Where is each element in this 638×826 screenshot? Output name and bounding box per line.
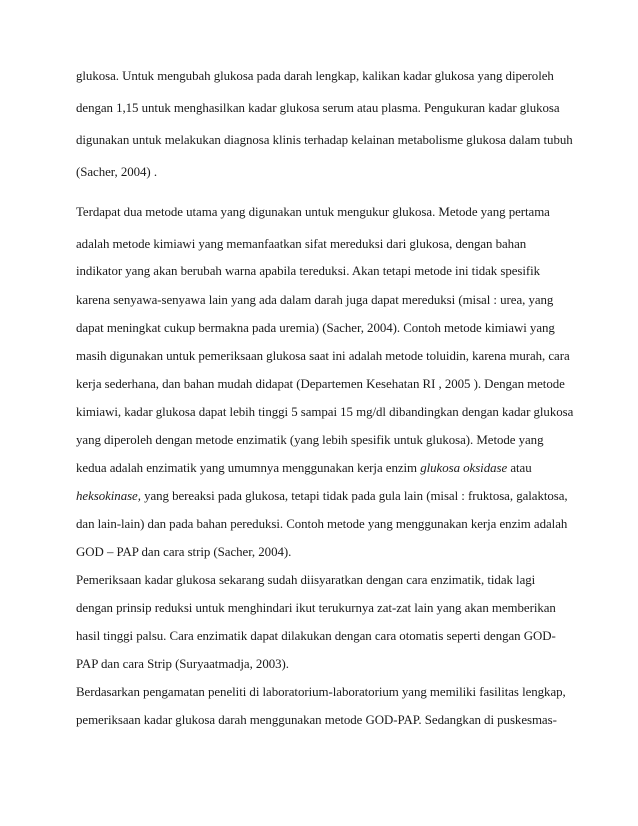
text-line: dengan prinsip reduksi untuk menghindari ikut terukurnya zat-zat lain yang akan memberikan — [76, 601, 556, 615]
text-line: dapat meningkat cukup bermakna pada uremia) (Sacher, 2004). Contoh metode kimiawi yang — [76, 321, 555, 335]
italic-term: glukosa oksidase — [420, 461, 508, 475]
text-line: dengan 1,15 untuk menghasilkan kadar glukosa serum atau plasma. Pengukuran kadar glukosa — [76, 101, 560, 115]
text-line: Terdapat dua metode utama yang digunakan untuk mengukur glukosa. Metode yang pertama — [76, 205, 550, 219]
text-line: indikator yang akan berubah warna apabila tereduksi. Akan tetapi metode ini tidak spesifik — [76, 264, 541, 278]
text-line: kimiawi, kadar glukosa dapat lebih tinggi 5 sampai 15 mg/dl dibandingkan dengan kadar glukosa — [76, 405, 574, 419]
text-line: Berdasarkan pengamatan peneliti di laboratorium-laboratorium yang memiliki fasilitas lengkap, — [76, 685, 566, 699]
text-line: kerja sederhana, dan bahan mudah didapat (Departemen Kesehatan RI , 2005 ). Dengan metode — [76, 377, 565, 391]
italic-term: heksokinase, — [76, 489, 141, 503]
text-line: PAP dan cara Strip (Suryaatmadja, 2003). — [76, 657, 289, 671]
text-line: karena senyawa-senyawa lain yang ada dalam darah juga dapat mereduksi (misal : urea, yang — [76, 293, 554, 307]
text-line: masih digunakan untuk pemeriksaan glukosa saat ini adalah metode toluidin, karena murah, cara — [76, 349, 570, 363]
text-line: dan lain-lain) dan pada bahan pereduksi. Contoh metode yang menggunakan kerja enzim adalah — [76, 517, 568, 531]
text-line: adalah metode kimiawi yang memanfaatkan sifat mereduksi dari glukosa, dengan bahan — [76, 237, 527, 251]
text-line: kedua adalah enzimatik yang umumnya menggunakan kerja enzim glukosa oksidase atau — [76, 461, 532, 475]
text-line: heksokinase, yang bereaksi pada glukosa, tetapi tidak pada gula lain (misal : fruktosa, galaktosa, — [76, 489, 568, 503]
text-line: pemeriksaan kadar glukosa darah menggunakan metode GOD-PAP. Sedangkan di puskesmas- — [76, 713, 557, 727]
text-line: GOD – PAP dan cara strip (Sacher, 2004). — [76, 545, 292, 559]
text-line: Pemeriksaan kadar glukosa sekarang sudah diisyaratkan dengan cara enzimatik, tidak lagi — [76, 573, 536, 587]
text-line: digunakan untuk melakukan diagnosa klinis terhadap kelainan metabolisme glukosa dalam tubuh — [76, 133, 573, 147]
text-line: hasil tinggi palsu. Cara enzimatik dapat dilakukan dengan cara otomatis seperti dengan GOD- — [76, 629, 556, 643]
text-line: (Sacher, 2004) . — [76, 165, 158, 179]
text-line: glukosa. Untuk mengubah glukosa pada darah lengkap, kalikan kadar glukosa yang diperoleh — [76, 69, 554, 83]
text-line: yang diperoleh dengan metode enzimatik (yang lebih spesifik untuk glukosa). Metode yang — [76, 433, 544, 447]
